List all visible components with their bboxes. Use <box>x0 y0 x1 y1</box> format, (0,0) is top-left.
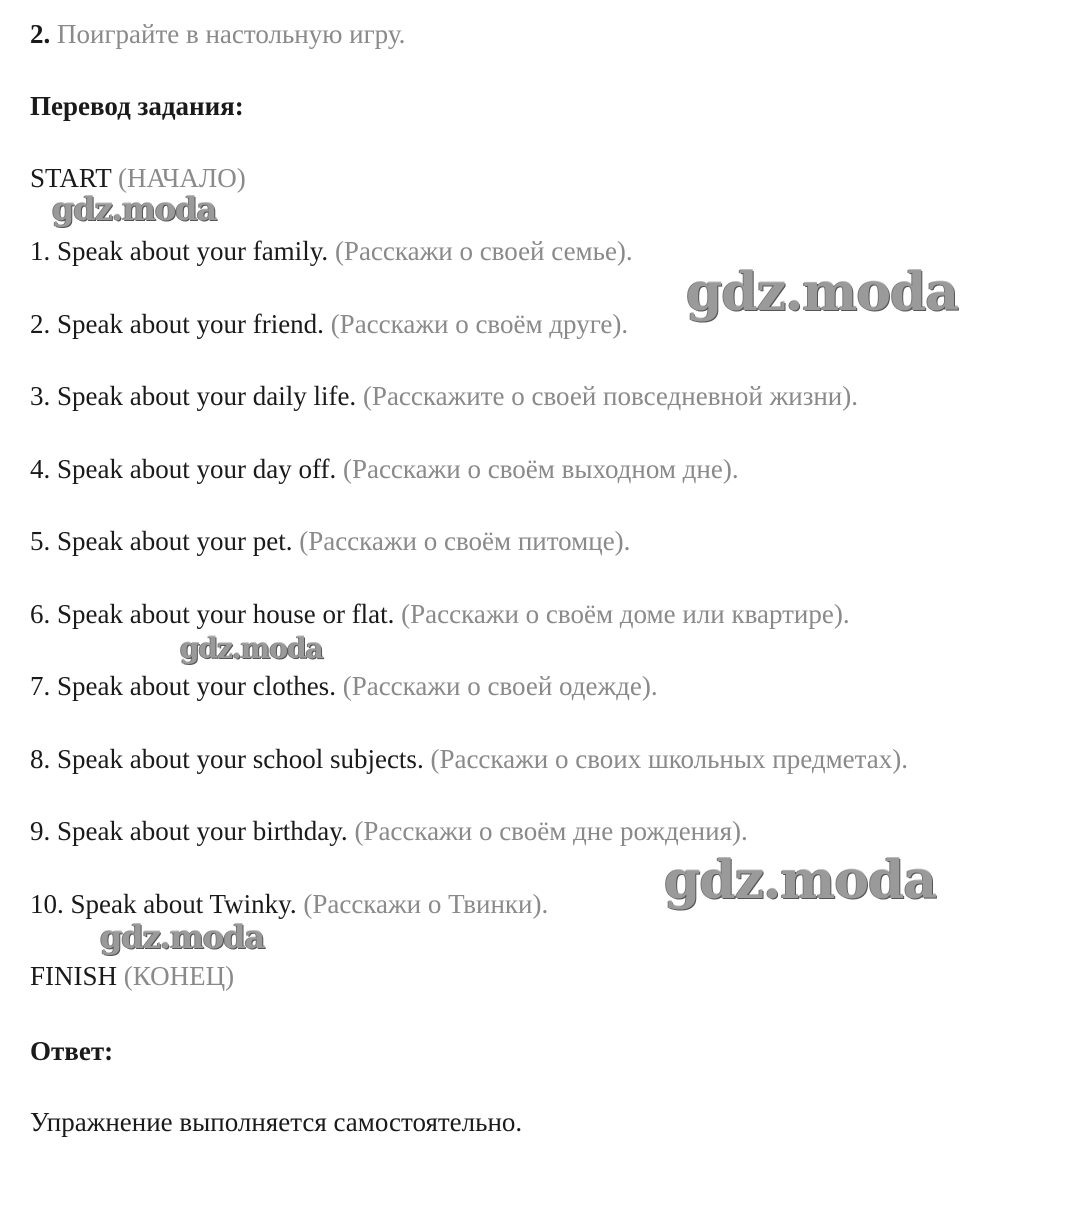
item-ru: (Расскажи о Твинки). <box>303 889 549 919</box>
list-item <box>30 235 633 267</box>
task-text: Поиграйте в настольную игру. <box>57 19 406 49</box>
item-en: 6. Speak about your house or flat. <box>30 599 395 629</box>
task-number: 2. <box>30 19 51 49</box>
list-item <box>30 743 908 775</box>
list-item <box>30 525 630 557</box>
item-en: 7. Speak about your clothes. <box>30 671 336 701</box>
start-ru: (НАЧАЛО) <box>118 163 246 193</box>
finish-ru: (КОНЕЦ) <box>123 961 235 991</box>
item-ru: (Расскажи о своих школьных предметах). <box>430 744 909 774</box>
item-en: 9. Speak about your birthday. <box>30 816 348 846</box>
finish-en: FINISH <box>30 961 118 991</box>
item-ru: (Расскажи о своём доме или квартире). <box>401 599 850 629</box>
translation-heading: Перевод задания: <box>30 91 244 121</box>
list-item <box>30 308 628 340</box>
item-en: 10. Speak about Twinky. <box>30 889 297 919</box>
item-ru: (Расскажи о своей одежде). <box>342 671 658 701</box>
list-item <box>30 888 548 920</box>
list-item <box>30 815 748 847</box>
finish-line <box>30 960 234 992</box>
item-ru: (Расскажи о своей семье). <box>334 236 633 266</box>
answer-heading: Ответ: <box>30 1036 114 1066</box>
item-ru: (Расскажи о своём питомце). <box>299 526 631 556</box>
item-en: 1. Speak about your family. <box>30 236 329 266</box>
watermark: gdz.moda <box>180 632 323 665</box>
watermark: gdz.moda <box>686 262 959 323</box>
task-line <box>30 18 405 50</box>
item-en: 5. Speak about your pet. <box>30 526 293 556</box>
item-ru: (Расскажи о своём дне рождения). <box>354 816 748 846</box>
item-ru: (Расскажите о своей повседневной жизни). <box>362 381 858 411</box>
watermark: gdz.moda <box>100 918 265 956</box>
start-en: START <box>30 163 112 193</box>
watermark: gdz.moda <box>664 850 937 911</box>
item-en: 8. Speak about your school subjects. <box>30 744 424 774</box>
list-item <box>30 670 658 702</box>
list-item <box>30 598 850 630</box>
item-ru: (Расскажи о своём друге). <box>330 309 629 339</box>
list-item <box>30 453 739 485</box>
watermark: gdz.moda <box>52 190 217 228</box>
item-ru: (Расскажи о своём выходном дне). <box>342 454 739 484</box>
item-en: 3. Speak about your daily life. <box>30 381 357 411</box>
list-item <box>30 380 858 412</box>
item-en: 2. Speak about your friend. <box>30 309 324 339</box>
item-en: 4. Speak about your day off. <box>30 454 337 484</box>
answer-text: Упражнение выполняется самостоятельно. <box>30 1107 523 1137</box>
